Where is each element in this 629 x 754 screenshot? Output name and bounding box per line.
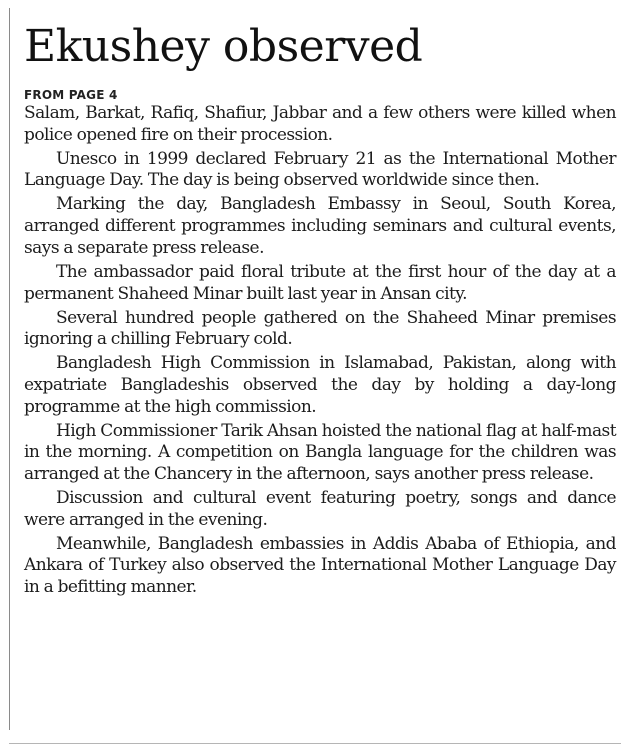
paragraph: Marking the day, Bangladesh Embassy in Seoul, South Korea, arranged different programmes including seminars and cultural events, says a separate press release.: [24, 194, 616, 258]
paragraph: Meanwhile, Bangladesh embassies in Addis Ababa of Ethiopia, and Ankara of Turkey also observed the International Mother Language Day in a befitting manner.: [24, 533, 616, 598]
jump-line: FROM PAGE 4: [24, 88, 118, 102]
paragraph: Unesco in 1999 declared February 21 as the International Mother Language Day. The day is being observed worldwide since then.: [24, 148, 616, 191]
paragraph: Discussion and cultural event featuring poetry, songs and dance were arranged in the evening.: [24, 488, 616, 530]
paragraph: Salam, Barkat, Rafiq, Shafiur, Jabbar and a few others were killed when police opened fire on their procession.: [24, 103, 616, 145]
paragraph: Several hundred people gathered on the Shaheed Minar premises ignoring a chilling February cold.: [24, 307, 616, 350]
paragraph: High Commissioner Tarik Ahsan hoisted the national flag at half-mast in the morning. A competition on Bangla language for the children was arranged at the Chancery in the afternoon, says another press release.: [24, 420, 616, 485]
paragraph: Bangladesh High Commission in Islamabad, Pakistan, along with expatriate Bangladeshis observed the day by holding a day-long programme at the high commission.: [24, 353, 616, 417]
article-body: [24, 103, 616, 599]
article: [24, 8, 616, 601]
paragraph: The ambassador paid floral tribute at the first hour of the day at a permanent Shaheed Minar built last year in Ansan city.: [24, 261, 616, 304]
column-rule: [9, 8, 10, 730]
bottom-rule: [9, 743, 621, 744]
headline: Ekushey observed: [24, 21, 423, 72]
